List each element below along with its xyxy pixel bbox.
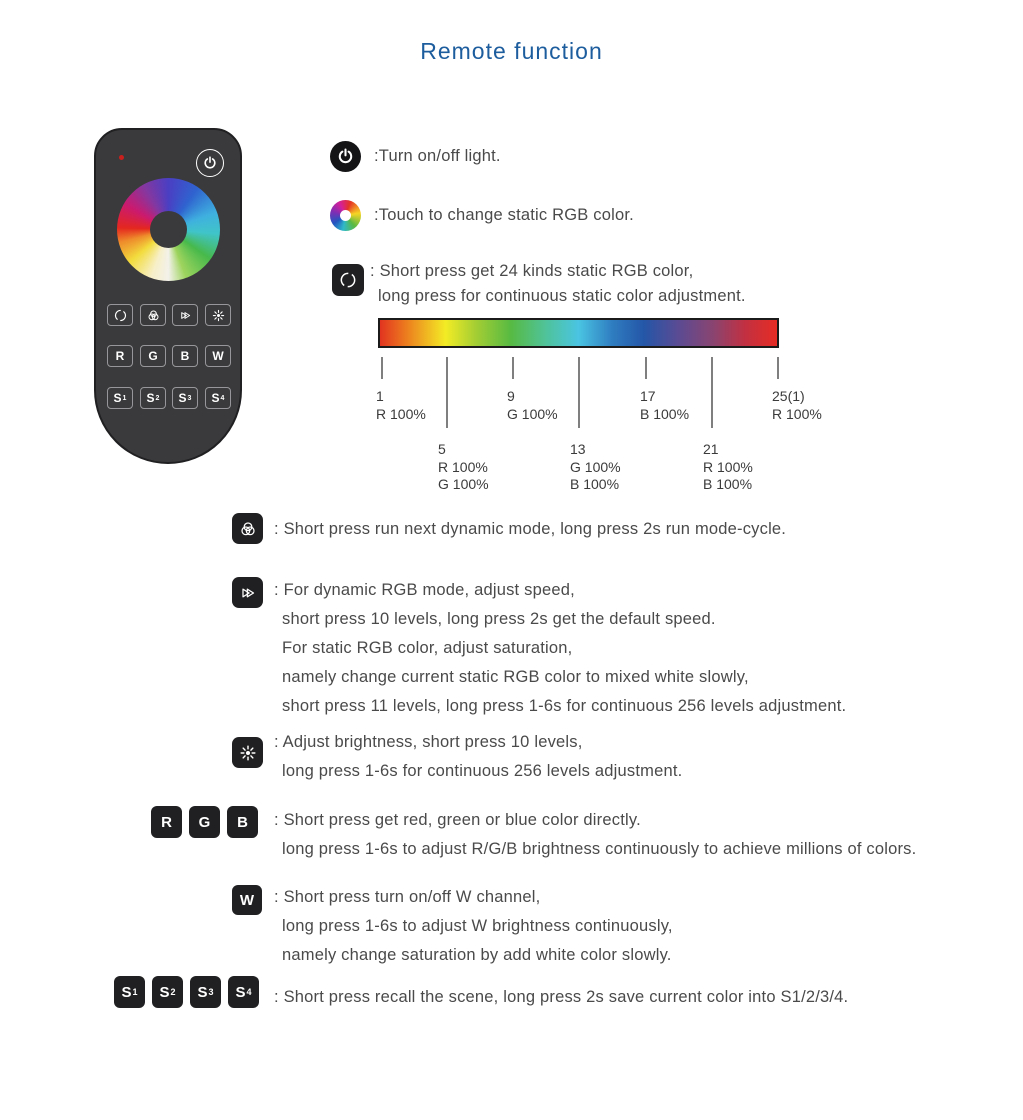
tick-line: [711, 357, 713, 428]
w-line3: namely change saturation by add white color slowly.: [282, 946, 672, 964]
remote-speed-button: [172, 304, 198, 326]
s1-sub: 1: [132, 987, 138, 997]
page-title: Remote function: [420, 38, 603, 64]
tick-1: [376, 357, 426, 422]
remote-brightness-button: [205, 304, 231, 326]
scene-description: : Short press recall the scene, long press 2s save current color into S1/2/3/4.: [274, 988, 849, 1006]
dynamic-mode-icon: [146, 308, 161, 323]
tick-number: 9: [507, 388, 515, 404]
s3-sub: 3: [187, 394, 192, 402]
g-button: [189, 806, 220, 838]
tick-line: [777, 357, 779, 379]
tick-number: 1: [376, 388, 384, 404]
tick-label: B 100%: [703, 476, 753, 492]
remote-dynamic-mode-button: [140, 304, 166, 326]
remote-w-button: [205, 345, 231, 367]
tick-13: [570, 357, 621, 492]
speed-line2: short press 10 levels, long press 2s get the default speed.: [282, 610, 716, 628]
tick-line: [381, 357, 383, 379]
tick-21: [703, 357, 753, 492]
r-button: [151, 806, 182, 838]
tick-label: B 100%: [570, 476, 620, 492]
tick-5: [438, 357, 489, 492]
tick-25: [772, 357, 822, 422]
s1-label: S: [121, 983, 132, 1001]
color-wheel-description: :Touch to change static RGB color.: [374, 206, 634, 224]
color-cycle-icon: [113, 308, 128, 323]
tick-label: G 100%: [507, 405, 558, 422]
s4-label: S: [211, 391, 220, 405]
remote-color-cycle-button: [107, 304, 133, 326]
tick-number: 5: [438, 441, 446, 457]
tick-line: [645, 357, 647, 379]
remote-b-label: B: [180, 349, 190, 363]
s4-sub: 4: [246, 987, 252, 997]
remote-w-label: W: [212, 349, 224, 363]
color-cycle-line2: long press for continuous static color adjustment.: [378, 286, 746, 305]
r-label: R: [161, 813, 172, 831]
tick-label: R 100%: [376, 405, 426, 422]
brightness-description: [274, 728, 682, 786]
tick-17: [640, 357, 690, 422]
color-scale-ticks: [376, 357, 822, 497]
speed-icon: [178, 308, 193, 323]
s2-label: S: [159, 983, 170, 1001]
tick-line: [446, 357, 448, 428]
w-line2: long press 1-6s to adjust W brightness continuously,: [282, 917, 673, 935]
color-cycle-description: [370, 259, 746, 308]
remote-r-button: [107, 345, 133, 367]
led-indicator: [119, 155, 124, 160]
speed-line1: : For dynamic RGB mode, adjust speed,: [274, 581, 575, 599]
remote-s3-button: [172, 387, 198, 409]
brightness-icon: [232, 737, 263, 768]
s3-label: S: [178, 391, 187, 405]
remote-s1-button: [107, 387, 133, 409]
s1-button: [114, 976, 145, 1008]
s4-sub: 4: [220, 394, 225, 402]
s3-label: S: [197, 983, 208, 1001]
speed-line5: short press 11 levels, long press 1-6s for continuous 256 levels adjustment.: [282, 697, 847, 715]
color-cycle-line1: : Short press get 24 kinds static RGB color,: [370, 262, 694, 280]
dynamic-mode-icon: [232, 513, 263, 544]
b-label: B: [237, 813, 248, 831]
remote-b-button: [172, 345, 198, 367]
tick-label: G 100%: [570, 458, 621, 475]
w-label: W: [239, 891, 255, 909]
remote-power-button: [196, 149, 224, 177]
remote-g-label: G: [148, 349, 158, 363]
tick-label: G 100%: [438, 476, 489, 492]
color-wheel-hole: [340, 210, 351, 221]
speed-line4: namely change current static RGB color to mixed white slowly,: [282, 668, 749, 686]
tick-label: B 100%: [640, 405, 690, 422]
w-description: [274, 883, 673, 970]
rgb-line2: long press 1-6s to adjust R/G/B brightness continuously to achieve millions of colors.: [282, 840, 917, 858]
power-description: :Turn on/off light.: [374, 147, 501, 165]
brightness-icon: [211, 308, 226, 323]
tick-line: [578, 357, 580, 428]
s2-sub: 2: [170, 987, 176, 997]
tick-line: [512, 357, 514, 379]
remote-s4-button: [205, 387, 231, 409]
rgb-description: [274, 806, 916, 864]
s4-button: [228, 976, 259, 1008]
w-button: [232, 885, 262, 915]
s3-button: [190, 976, 221, 1008]
s3-sub: 3: [208, 987, 214, 997]
speed-icon: [232, 577, 263, 608]
s1-sub: 1: [122, 394, 127, 402]
tick-number: 13: [570, 441, 586, 457]
s4-label: S: [235, 983, 246, 1001]
g-label: G: [198, 813, 211, 831]
tick-number: 17: [640, 388, 656, 404]
dynamic-mode-description: : Short press run next dynamic mode, long press 2s run mode-cycle.: [274, 520, 787, 538]
tick-9: [507, 357, 558, 422]
remote-s2-button: [140, 387, 166, 409]
remote-g-button: [140, 345, 166, 367]
s2-button: [152, 976, 183, 1008]
tick-label: R 100%: [438, 458, 488, 475]
s2-label: S: [146, 391, 155, 405]
speed-description: [274, 576, 846, 721]
s2-sub: 2: [155, 394, 160, 402]
color-scale-bar: [378, 318, 779, 348]
tick-label: R 100%: [703, 458, 753, 475]
remote-r-label: R: [115, 349, 125, 363]
power-icon: [202, 155, 218, 171]
b-button: [227, 806, 258, 838]
rgb-line1: : Short press get red, green or blue color directly.: [274, 811, 641, 829]
s1-label: S: [113, 391, 122, 405]
power-icon: [330, 141, 361, 172]
color-wheel-icon: [330, 200, 361, 231]
brightness-line2: long press 1-6s for continuous 256 levels adjustment.: [282, 762, 683, 780]
tick-label: R 100%: [772, 405, 822, 422]
speed-line3: For static RGB color, adjust saturation,: [282, 639, 573, 657]
remote-illustration: [94, 128, 242, 464]
brightness-line1: : Adjust brightness, short press 10 levels,: [274, 733, 583, 751]
tick-number: 25(1): [772, 388, 805, 404]
tick-number: 21: [703, 441, 719, 457]
w-line1: : Short press turn on/off W channel,: [274, 888, 541, 906]
color-cycle-icon: [332, 264, 364, 296]
remote-color-wheel: [117, 178, 220, 281]
